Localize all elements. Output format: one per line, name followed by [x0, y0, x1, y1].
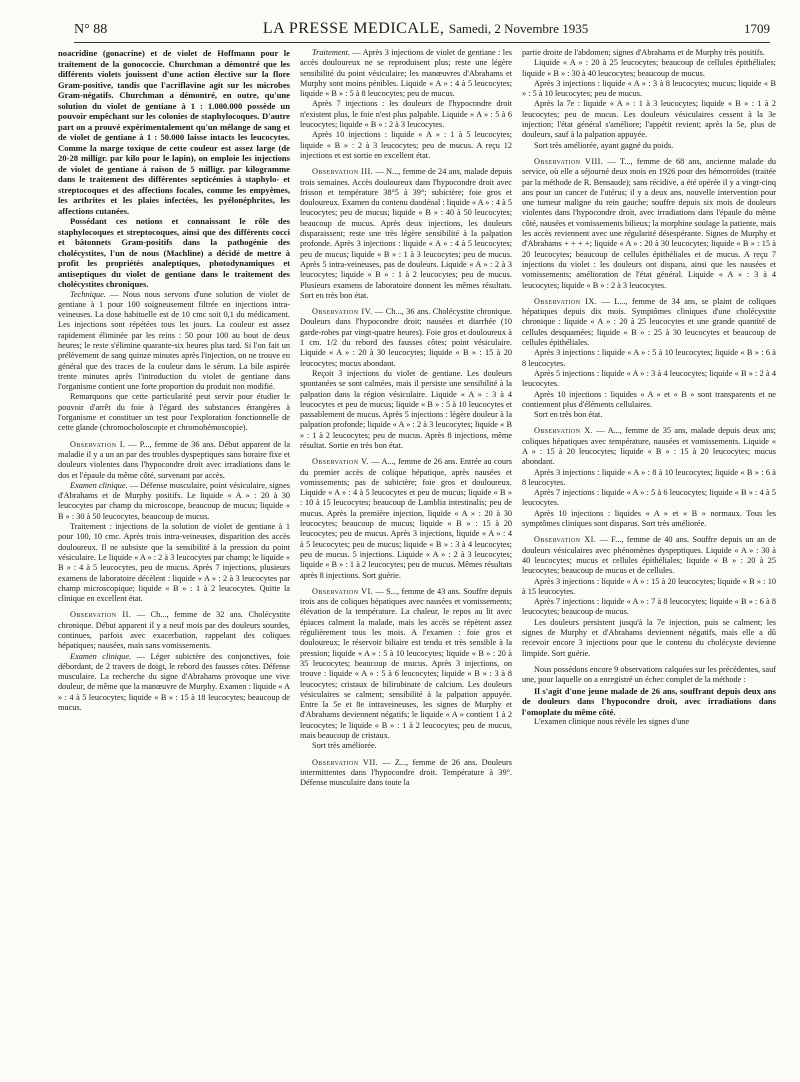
observation-7-liquid: Liquide « A » : 20 à 25 leucocytes; beaucoup de cellules épithéliales; liquide « B » : 30 à 40 leucocytes; beaucoup de mucus.: [522, 58, 776, 78]
observation-8-heading: Observation VIII.: [534, 156, 604, 166]
page-number: 1709: [743, 21, 770, 36]
observation-9-outcome: Sort en très bon état.: [534, 410, 603, 420]
observation-9-text: — L..., femme de 34 ans, se plaint de coliques hépatiques depuis dix mois. Symptômes cliniques d'une cholécystite chronique : liquide « A » : 20 à 25 leucocytes et une grande quantité de cellules desquamées; liquide « B » : 25 à 30 leucocytes et beaucoup de cellules épithéliales.: [522, 296, 776, 348]
observation-5-heading: Observation V.: [312, 457, 369, 467]
observation-2-exam: [58, 652, 290, 714]
observation-2-text: — Ch..., femme de 32 ans. Cholécystite chronique. Début apparent il y a neuf mois par des douleurs sourdes, continues, parfois avec exacerbation, rappelant des coliques hépatiques; nausées, mais sans vomissements.: [58, 610, 290, 651]
observation-11-outcome: Les douleurs persistent jusqu'à la 7e injection, puis se calment; les signes de Murphy et d'Abrahams deviennent négatifs, mais elle a dû recevoir encore 3 injections pour que le contenu du cholécyste devienne limpide. Sort guérie.: [522, 617, 776, 658]
paragraph-after-7: Après 7 injections : les douleurs de l'hypocondre droit n'existent plus, le foie n'est plus palpable. Liquide « A » : 5 à 6 leucocytes; liquide « B » : 2 à 3 leucocytes.: [300, 99, 512, 130]
technique-label: Technique.: [70, 289, 106, 299]
observation-2-heading: Observation II.: [70, 610, 132, 620]
exam-text: — Défense musculaire, point vésiculaire, signes d'Abrahams et de Murphy positifs. Le liquide « A » : 20 à 30 leucocytes par champ du microscope, beaucoup de mucus; liquide « B » : 30 à 50 leucocytes, beaucoup de mucus.: [58, 480, 290, 521]
observation-10-heading: Observation X.: [534, 426, 594, 436]
observation-2: [58, 610, 290, 651]
masthead: [263, 20, 588, 38]
page-header: [74, 20, 770, 43]
paragraph-intro: noacridine (gonacrine) et de violet de Hoffmann pour le traitement de la gonococcie. Churchman a démontré que les différents violets jouissent d'une action élective sur la flore Gram-positive, tandis que l'acriflavine agit sur les microbes Gram-négatifs. Churchman a démontré, en outre, qu'une solution du violet de gentiane à 1 : 1.000.000 possède un pouvoir empêchant sur les colonies de staphylocoques. D'autre part on a prouvé expérimentalement qu'un mélange de sang et de violet de gentiane à 1 : 50.000 laisse intacts les leucocytes. Comme la marge toxique de cette couleur est assez large (de 20-28 milligr. par kilo pour le lapin), on emploie les injections de violet de gentiane à raison de 5 milligr. par kilogramme dans le traitement des différentes septicémies à staphylo- et streptocoques et des affections focales, comme les empyèmes, les arthrites et les plaies infectées, les pyélonéphrites, les affections cutanées.: [58, 48, 290, 216]
observation-9-heading: Observation IX.: [534, 296, 598, 306]
column-middle: [300, 48, 512, 1068]
observation-10-text: — A..., femme de 35 ans, malade depuis deux ans; coliques hépatiques avec température, nausées et vomissements. Liquide « A » : 15 à 20 leucocytes; liquide « B » : 15 à 20 leucocytes; mucus abondant.: [522, 426, 776, 467]
observation-7-after-3: Après 3 injections : liquide « A » : 3 à 8 leucocytes; mucus; liquide « B » : 5 à 10 leucocytes; peu de mucus.: [522, 78, 776, 99]
observation-11: [522, 535, 776, 576]
observation-7-text: — Z..., femme de 26 ans. Douleurs intermittentes dans l'hypocondre droit. Température à 39°. Défense musculaire dans toute la: [300, 757, 512, 788]
observation-7-after-7: Après la 7e : liquide « A » : 1 à 3 leucocytes; liquide « B » : 1 à 2 leucocytes; peu de mucus. Les douleurs vésiculaires cessent à la 3e injection; l'état général s'améliore; l'appétit revient; après la 5e, plus de douleurs, sauf à la palpation appuyée.: [522, 99, 776, 140]
observation-6-heading: Observation VI.: [312, 586, 374, 596]
paragraph-further-observations: Nous possédons encore 9 observations calquées sur les précédentes, sauf une, pour laquelle on a enregistré un échec complet de la méthode :: [522, 664, 776, 685]
observation-7-heading: Observation VII.: [312, 757, 379, 767]
observation-9-after-5: Après 5 injections : liquide « A » : 3 à 4 leucocytes; liquide « B » : 2 à 4 leucocytes.: [522, 368, 776, 389]
paragraph-final: L'examen clinique nous révèle les signes d'une: [534, 717, 690, 727]
column-right: [522, 48, 776, 1068]
observation-5: [300, 457, 512, 581]
observation-3-heading: Observation III.: [312, 167, 374, 177]
observation-10-after-3: Après 3 injections : liquide « A » : 8 à 10 leucocytes; liquide « B » : 6 à 8 leucocytes.: [522, 467, 776, 487]
observation-11-after-3: Après 3 injections : liquide « A » : 15 à 20 leucocytes; liquide « B » : 10 à 15 leucocytes.: [522, 576, 776, 596]
observation-4-text: — Ch..., 36 ans. Cholécystite chronique. Douleurs dans l'hypocondre droit; nausées et diarrhée (10 garde-robes par vingt-quatre heures). Foie gros et douloureux à 1 cm. 1/2 du rebord des fausses côtes; point vésiculaire. Liquide « A » : 20 à 30 leucocytes; liquide « B » : 15 à 20 leucocytes; mucus abondant.: [300, 307, 512, 368]
observation-9: [522, 297, 776, 348]
observation-1-exam: [58, 481, 290, 522]
observation-1: [58, 440, 290, 481]
journal-title: LA PRESSE MEDICALE,: [262, 20, 445, 37]
observation-4: [300, 307, 512, 369]
issue-number: N° 88: [74, 22, 108, 37]
observation-2-treatment: [300, 48, 512, 99]
observation-11-after-7: Après 7 injections : liquide « A » : 7 à 8 leucocytes; liquide « B » : 6 à 8 leucocytes; beaucoup de mucus.: [522, 597, 776, 617]
observation-1-treatment: Traitement : injections de la solution de violet de gentiane à 1 pour 100, 10 cmc. Après trois intra-veineuses, disparition des accès douloureux. Il ne subsiste que la sensibilité à la pression du point vésiculaire. Le liquide « A » : 2 à 3 leucocytes par champ; le liquide « B » : 4 à 5 leucocytes, peu de mucus. Après 7 injections, plusieurs examens de laboratoire décèlent : liquide « A » : 2 à 3 leucocytes par champ microscopique; liquide « B » : 1 à 2 leucocytes. Quitte la clinique en excellent état.: [58, 522, 290, 604]
observation-3-text: — N..., femme de 24 ans, malade depuis trois semaines. Accès douloureux dans l'hypocondre droit avec frisson et température 38°5 à 39°; subictère; foie gros et douloureux. Examen du contenu duodénal : liquide « A » : 4 à 5 leucocytes; peu de mucus; liquide « B » : 40 à 50 leucocytes; beaucoup de mucus. Après deux injections, les douleurs disparaissent; reste une très légère sensibilité à la palpation profonde. Après 3 injections : liquide « A » : 4 à 5 leucocytes; peu de mucus; liquide « B » : 1 à 3 leucocytes; peu de mucus. Après 5 intra-veineuses, pas de douleurs. Liquide « A » : 2 à 3 leucocytes; liquide « B » : 1 à 2 leucocytes; peu de mucus. Plusieurs examens de laboratoire donnent les mêmes résultats. Sort en très bon état.: [300, 167, 512, 300]
paragraph-technique: [58, 290, 290, 393]
observation-10: [522, 426, 776, 467]
observation-6-outcome: Sort très améliorée.: [312, 741, 377, 751]
observation-8-text: — T..., femme de 68 ans, ancienne malade du service, où elle a séjourné deux mois en 1926 pour des hémorroïdes (traitée par la méthode de R. Bensaude); sans récidive, a été opérée il y a vingt-cinq ans pour un cancer de l'utérus; il y a deux ans, nouvelle intervention pour une tumeur maligne du rein gauche; souffre depuis six mois de douleurs violentes dans l'hypocondre droit, avec irradiations dans l'épaule du même côté, nausées et vomissements bilieux; la morphine soulage la patiente, mais les accès reviennent avec une régularité désespérante. Signes de Murphy et d'Abrahams + + + +; liquide « A » : 20 à 30 leucocytes; liquide « B » : 15 à 20 leucocytes; beaucoup de cellules épithéliales et de mucus. A reçu 7 injections du violet : les douleurs ont disparu, ainsi que les nausées et vomissements; amélioration de l'état général. Liquide « A » : 3 à 4 leucocytes; liquide « B » : 2 à 3 leucocytes.: [522, 156, 776, 290]
exam-label: Examen clinique.: [70, 480, 128, 490]
observation-10-after-7: Après 7 injections : liquide « A » : 5 à 6 leucocytes; liquide « B » : 4 à 5 leucocytes.: [522, 488, 776, 508]
observation-3: [300, 167, 512, 301]
paragraph-remarks: Remarquons que cette particularité peut servir pour étudier le pouvoir d'arrêt du foie à l'égard des substances étrangères à l'organisme et constituer un test pour l'exploration fonctionnelle de cette glande (chromocholoscopie et chromohémoscopie).: [58, 392, 290, 433]
observation-7: [300, 758, 512, 789]
observation-6: [300, 587, 512, 741]
observation-9-after-10: Après 10 injections : liquides « A » et « B » sont transparents et ne contiennent plus d'éléments cellulaires.: [522, 389, 776, 409]
observation-11-heading: Observation XI.: [534, 535, 597, 545]
paragraph-role: Possédant ces notions et connaissant le rôle des staphylocoques et streptocoques, ainsi que des différents cocci et bâtonnets Gram-positifs dans la pathogénie des cholécystites, l'un de nous (Machline) a décidé de mettre à profit les propriétés analeptiques, photodynamiques et antiseptiques du violet de gentiane dans le traitement des cholécystites chroniques.: [58, 216, 290, 289]
column-left: [58, 48, 290, 1068]
observation-1-heading: Observation I.: [70, 439, 126, 449]
observation-1-text: — P..., femme de 36 ans. Début apparent de la maladie il y a un an par des troubles dyspeptiques sans horaire fixe et douleurs violentes dans l'hypocondre droit avec irradiations dans le dos et l'épaule du même côté, survenant par accès.: [58, 439, 290, 480]
exam-text: — Léger subictère des conjonctives, foie débordant, de 2 travers de doigt, le rebord des fausses côtes. Défense musculaire. La recherche du signe d'Abrahams provoque une vive douleur, de même que la manœuvre de Murphy. Examen : liquide « A » : 4 à 5 leucocytes; liquide « B » : 15 à 18 leucocytes; beaucoup de mucus.: [58, 651, 290, 713]
observation-4-heading: Observation IV.: [312, 307, 373, 317]
observation-5-text: — A..., femme de 26 ans. Entrée au cours du premier accès de colique hépatique, après nausées et vomissements; pas de subictère; foie gros et douloureux. Liquide « A » : 4 à 5 leucocytes et peu de mucus; liquide « B » : 10 à 15 leucocytes; beaucoup de Lamblia intestinalis; peu de mucus. Après la première injection, liquide « A » : 20 à 30 leucocytes; beaucoup de mucus; liquide « B » : 15 à 20 leucocytes; peu de mucus. Après 3 injections, liquide « A » : 4 à 5 leucocytes; peu de mucus; liquide « B » : 3 à 4 leucocytes; peu de mucus. 5 injections. Liquide « A » : 2 à 3 leucocytes; liquide « B » : 1 à 2 leucocytes; peu de mucus. Mêmes résultats après 8 injections. Sort guérie.: [300, 457, 512, 580]
treatment-label: Traitement.: [312, 48, 351, 57]
observation-7-continued: partie droite de l'abdomen; signes d'Abrahams et de Murphy très positifs.: [522, 48, 765, 57]
observation-11-text: — F..., femme de 40 ans. Souffre depuis un an de douleurs vésiculaires avec phénomènes dyspeptiques. Liquide « A » : 30 à 40 leucocytes; mucus et cellules épithéliales; liquide « B » : 20 à 25 leucocytes; beaucoup de mucus et de cellules.: [522, 535, 776, 576]
observation-10-after-10: Après 10 injections : liquides « A » et « B » normaux. Tous les symptômes cliniques sont disparus. Sort très améliorée.: [522, 508, 776, 529]
technique-text: — Nous nous servons d'une solution de violet de gentiane à 1 pour 100 soigneusement filtrée en injections intra-veineuses. La dose habituelle est de 10 cmc soit 0,1 du médicament. Les injections sont répétées tous les jours. La couleur est assez rapidement éliminée par les reins : 50 pour 100 au bout de deux heures; le reste s'élimine quarante-six heures plus tard. Si l'on fait un prélèvement de sang quinze minutes après l'injection, on ne trouve en général que des traces de la couleur dans le sérum. La bile aspirée trente minutes après l'introduction du violet de gentiane dans l'organisme contient une forte proportion du produit non modifié.: [58, 289, 290, 392]
observation-7-outcome: Sort très améliorée, ayant gagné du poids.: [534, 140, 674, 150]
observation-4-continued: Reçoit 3 injections du violet de gentiane. Les douleurs spontanées se sont calmées, mais il persiste une sensibilité à la palpation dans la région vésiculaire. Liquide « A » : 3 à 4 leucocytes et peu de mucus; liquide « B » : 5 à 10 leucocytes et passablement de mucus. Après 5 injections : légère douleur à la palpation profonde; liquide « A » : 2 à 3 leucocytes; liquide « B » : 1 à 2 leucocytes; peu de mucus. Après 8 injections, même résultat. Sortie en très bon état.: [300, 368, 512, 450]
exam-label: Examen clinique.: [70, 651, 132, 661]
observation-8: [522, 157, 776, 291]
issue-date: Samedi, 2 Novembre 1935: [448, 21, 589, 36]
treatment-text: — Après 3 injections de violet de gentiane : les accès douloureux ne se reproduisent plus; reste une légère sensibilité du point vésiculaire; les manœuvres d'Abrahams et Murphy sont moins pénibles. Liquide « A » : 4 à 5 leucocytes; liquide « B » : 5 à 8 leucocytes; peu de mucus.: [300, 48, 512, 99]
paragraph-failure-case: Il s'agit d'une jeune malade de 26 ans, souffrant depuis deux ans de douleurs dans l'hypocondre droit, avec irradiations dans l'omoplate du même côté.: [522, 685, 776, 717]
paragraph-after-10: Après 10 injections : liquide « A » : 1 à 5 leucocytes; liquide « B » : 2 à 3 leucocytes; peu de mucus. A reçu 12 injections et est sortie en excellent état.: [300, 130, 512, 160]
observation-6-text: — S..., femme de 43 ans. Souffre depuis trois ans de coliques hépatiques avec nausées et vomissements; élévation de la température. La chaleur, le repos au lit avec épiaces calment la malade, mais les accès se répètent assez régulièrement tous les mois. A l'examen : foie gros et douloureux; le réservoir biliaire est tendu et très sensible à la pression; liquide « A » : 5 à 10 leucocytes; liquide « B » : 20 à 35 leucocytes; beaucoup de mucus. Après 3 injections, on trouve : liquide « A » : 5 à 6 leucocytes; liquide « B » : 3 à 8 leucocytes; cristaux de bilirubinate de calcium. Les douleurs vésiculaires se calment; sensibilité à la palpation appuyée. Entre la 5e et 8e intraveineuses, les signes de Murphy et d'Abrahams deviennent négatifs; le liquide « A » contient 1 à 2 leucocytes; le liquide « B » : 1 à 2 leucocytes; peu de mucus, mais beaucoup de cristaux.: [300, 586, 512, 740]
observation-9-after-3: Après 3 injections : liquide « A » : 5 à 10 leucocytes; liquide « B » : 6 à 8 leucocytes.: [522, 348, 776, 368]
